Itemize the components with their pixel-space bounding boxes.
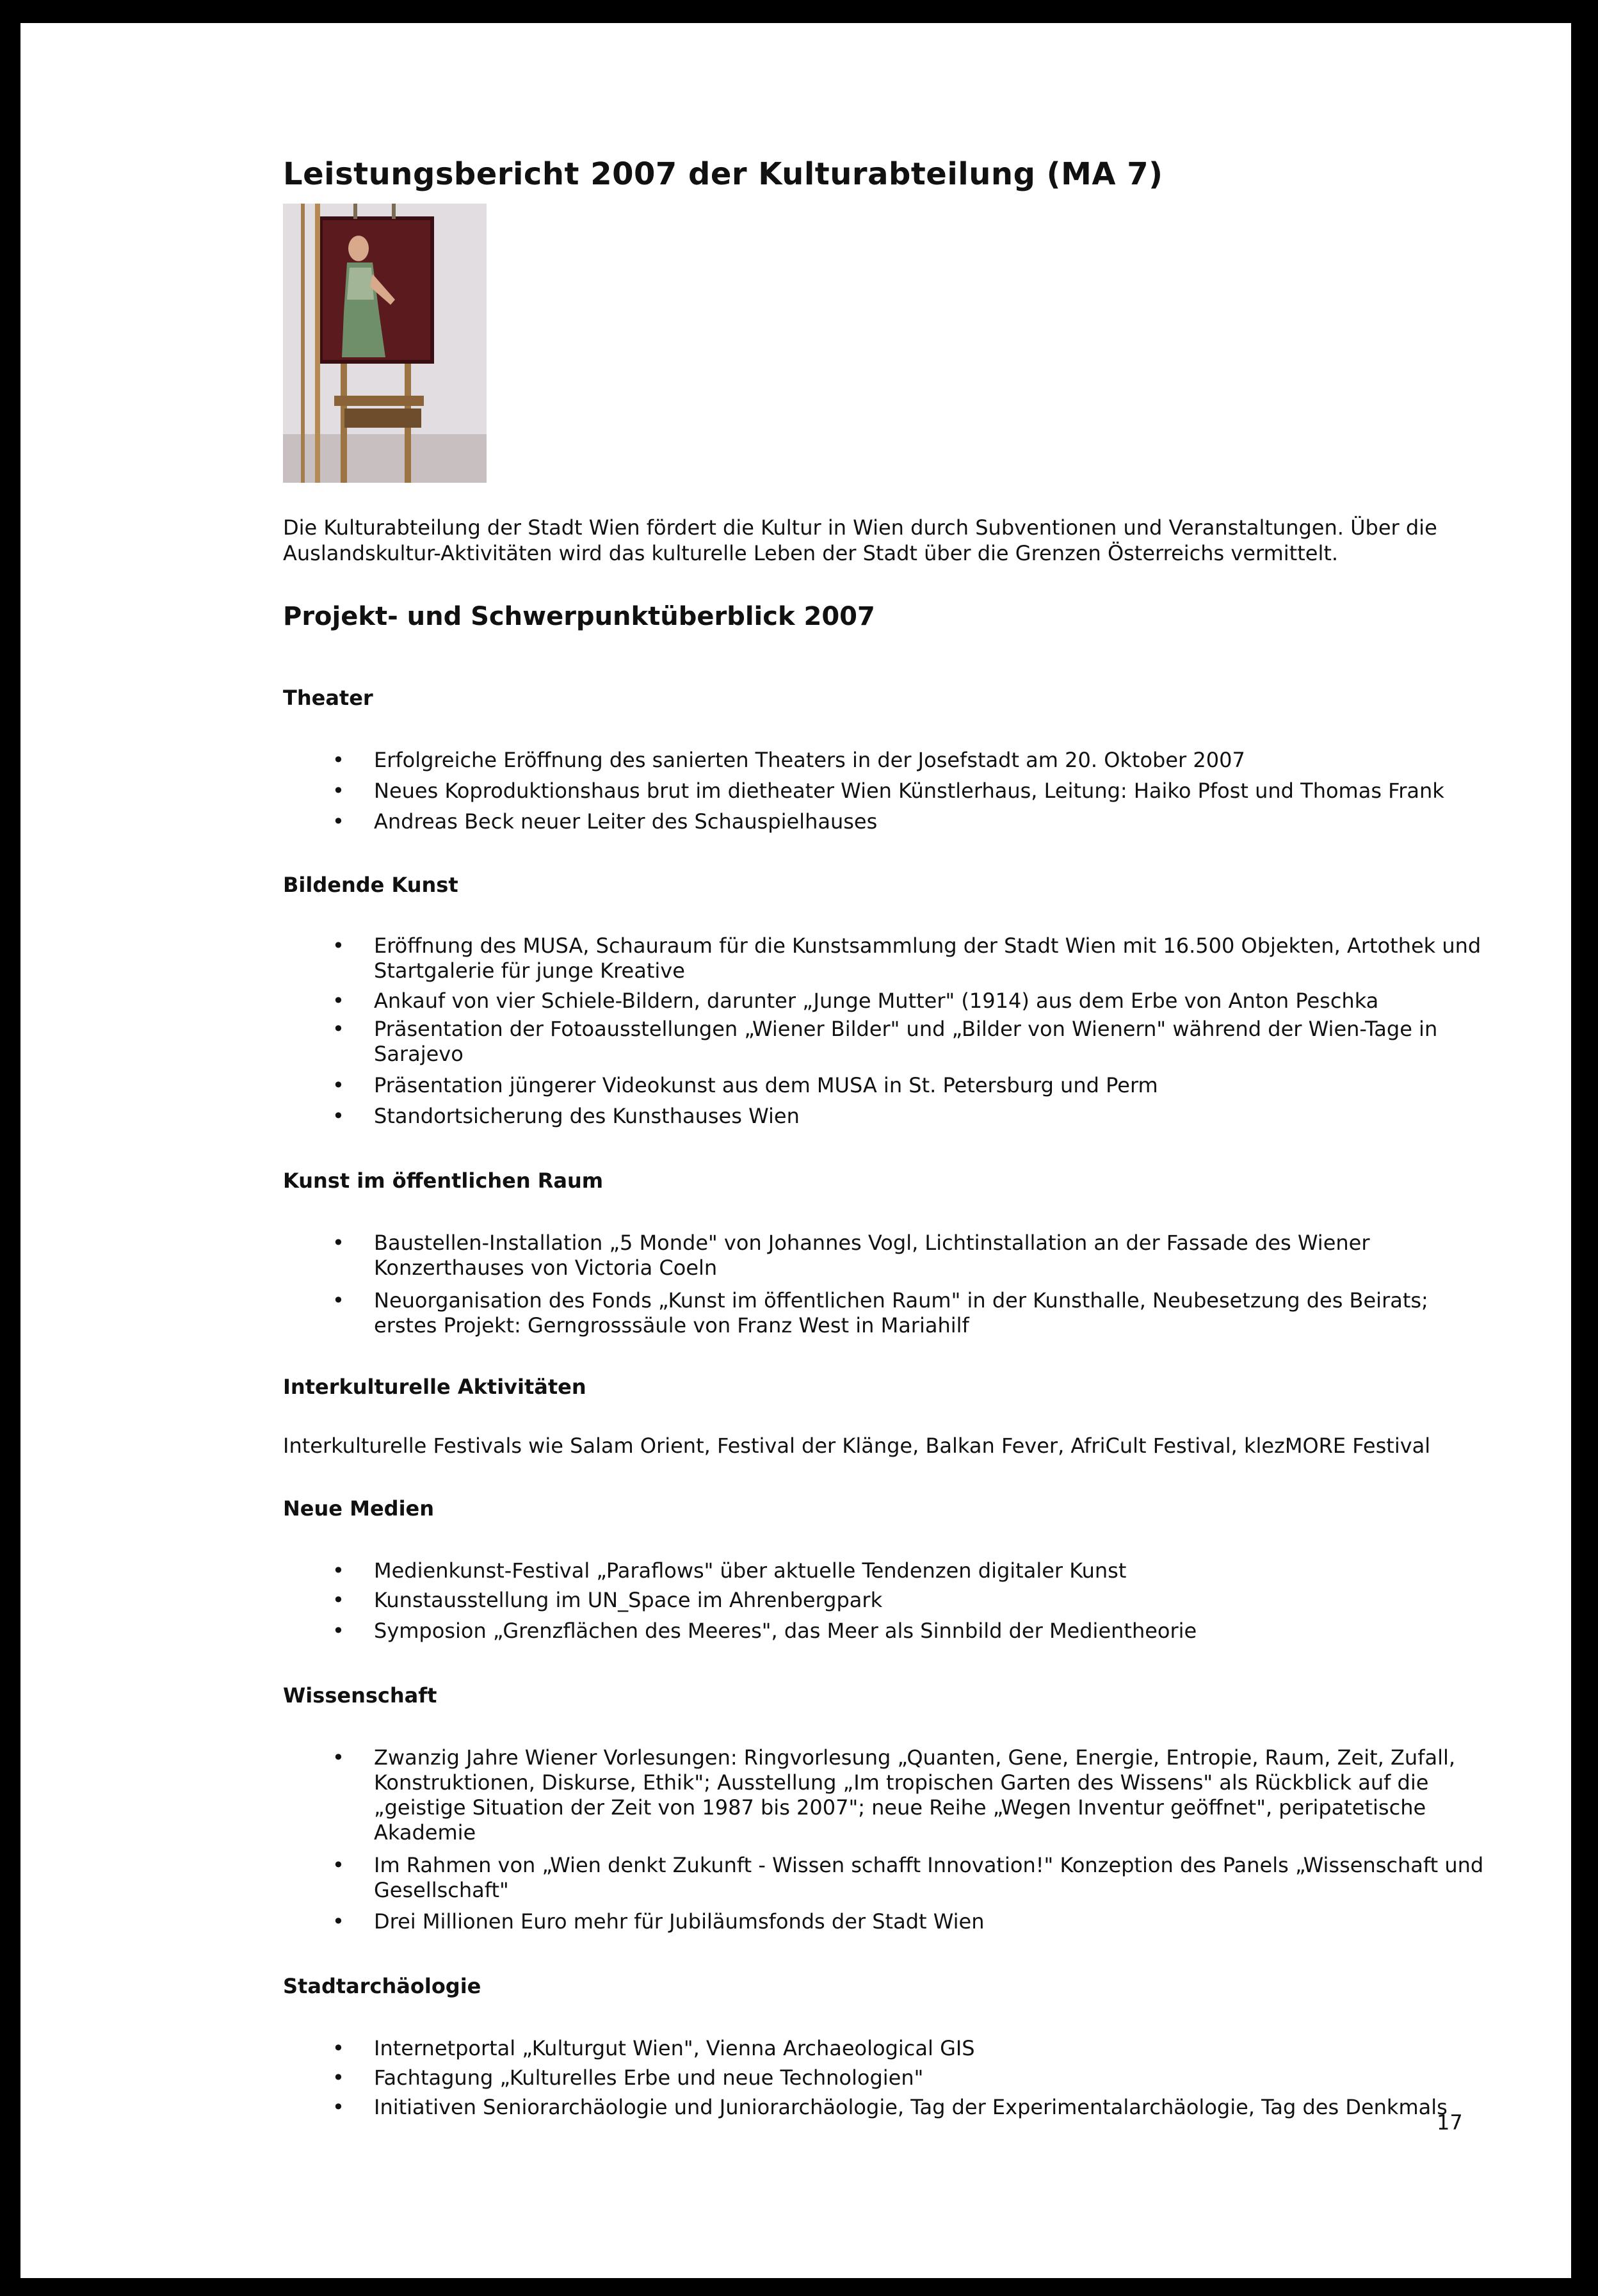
page-title: Leistungsbericht 2007 der Kulturabteilung (MA 7) (283, 156, 1163, 192)
list-item: • Drei Millionen Euro mehr für Jubiläumsfonds der Stadt Wien (332, 1909, 985, 1934)
bullet: • (332, 748, 344, 772)
document-page (20, 23, 1571, 2278)
list-item: • Andreas Beck neuer Leiter des Schauspielhauses (332, 809, 878, 834)
bullet: • (332, 1909, 344, 1934)
section-heading-theater: Theater (283, 686, 373, 710)
bullet: • (332, 2095, 344, 2119)
bullet: • (332, 2066, 344, 2090)
section-heading-kunst-im-oeffentlichen-raum: Kunst im öffentlichen Raum (283, 1168, 604, 1193)
bullet: • (332, 1588, 344, 1612)
bullet: • (332, 2036, 344, 2060)
section-heading-stadtarchaeologie: Stadtarchäologie (283, 1974, 481, 1998)
bullet: • (332, 934, 344, 958)
overview-heading: Projekt- und Schwerpunktüberblick 2007 (283, 602, 875, 631)
section-heading-wissenschaft: Wissenschaft (283, 1683, 437, 1708)
list-item: • Medienkunst-Festival „Paraflows" über aktuelle Tendenzen digitaler Kunst (332, 1558, 1127, 1583)
bullet: • (332, 1853, 344, 1877)
page-number: 17 (1437, 2110, 1463, 2135)
list-item: • Neues Koproduktionshaus brut im dietheater Wien Künstlerhaus, Leitung: Haiko Pfost und Thomas Frank (332, 779, 1444, 803)
bullet: • (332, 989, 344, 1013)
list-item: • Internetportal „Kulturgut Wien", Vienna Archaeological GIS (332, 2036, 975, 2060)
list-item: • Initiativen Seniorarchäologie und Juniorarchäologie, Tag der Experimentalarchäologie, Tag des Denkmals (332, 2095, 1448, 2119)
section-heading-interkulturelle-aktivitaeten: Interkulturelle Aktivitäten (283, 1375, 586, 1399)
list-item: • Zwanzig Jahre Wiener Vorlesungen: Ringvorlesung „Quanten, Gene, Energie, Entropie, Raum, Zeit, Zufall, Konstruktionen, Diskurse, Ethik"; Ausstellung „Im tropischen Garten des Wissens" als Rückblick auf die „geistige Situation der Zeit von 1987 bis 2007"; neue Reihe „Wegen Inventur geöffnet", peripatetische Akademie (332, 1745, 1456, 1845)
list-item: • Eröffnung des MUSA, Schauraum für die Kunstsammlung der Stadt Wien mit 16.500 Objekten, Artothek und Startgalerie für junge Kreative (332, 934, 1481, 983)
list-item: • Erfolgreiche Eröffnung des sanierten Theaters in der Josefstadt am 20. Oktober 2007 (332, 748, 1245, 772)
bullet: • (332, 1017, 344, 1041)
list-item: • Neuorganisation des Fonds „Kunst im öffentlichen Raum" in der Kunsthalle, Neubesetzung des Beirats; erstes Projekt: Gerngrosssäule von Franz West in Mariahilf (332, 1288, 1428, 1338)
intro-paragraph: Die Kulturabteilung der Stadt Wien fördert die Kultur in Wien durch Subventionen und Veranstaltungen. Über die Auslandskultur-Aktivitäten wird das kulturelle Leben der Stadt über die Grenzen Österreichs vermittelt. (283, 515, 1437, 565)
list-item: • Symposion „Grenzflächen des Meeres", das Meer als Sinnbild der Medientheorie (332, 1619, 1197, 1643)
bullet: • (332, 1288, 344, 1313)
bullet: • (332, 1745, 344, 1770)
bullet: • (332, 1104, 344, 1128)
painting-on-easel-photo (283, 204, 487, 483)
list-item: • Präsentation jüngerer Videokunst aus dem MUSA in St. Petersburg und Perm (332, 1073, 1158, 1097)
bullet: • (332, 1558, 344, 1583)
bullet: • (332, 1073, 344, 1097)
section-heading-bildende-kunst: Bildende Kunst (283, 873, 458, 897)
list-item: • Fachtagung „Kulturelles Erbe und neue Technologien" (332, 2066, 924, 2090)
bullet: • (332, 1619, 344, 1643)
list-item: • Im Rahmen von „Wien denkt Zukunft - Wissen schafft Innovation!" Konzeption des Panels „Wissenschaft und Gesellschaft" (332, 1853, 1484, 1902)
bullet: • (332, 809, 344, 834)
bullet: • (332, 1231, 344, 1255)
interkulturell-paragraph: Interkulturelle Festivals wie Salam Orient, Festival der Klänge, Balkan Fever, AfriCult Festival, klezMORE Festival (283, 1434, 1431, 1458)
bullet: • (332, 779, 344, 803)
list-item: • Baustellen-Installation „5 Monde" von Johannes Vogl, Lichtinstallation an der Fassade des Wiener Konzerthauses von Victoria Coeln (332, 1231, 1370, 1280)
list-item: • Präsentation der Fotoausstellungen „Wiener Bilder" und „Bilder von Wienern" während der Wien-Tage in Sarajevo (332, 1017, 1438, 1066)
section-heading-neue-medien: Neue Medien (283, 1496, 435, 1521)
list-item: • Kunstausstellung im UN_Space im Ahrenbergpark (332, 1588, 883, 1612)
list-item: • Standortsicherung des Kunsthauses Wien (332, 1104, 800, 1128)
list-item: • Ankauf von vier Schiele-Bildern, darunter „Junge Mutter" (1914) aus dem Erbe von Anton Peschka (332, 989, 1379, 1013)
